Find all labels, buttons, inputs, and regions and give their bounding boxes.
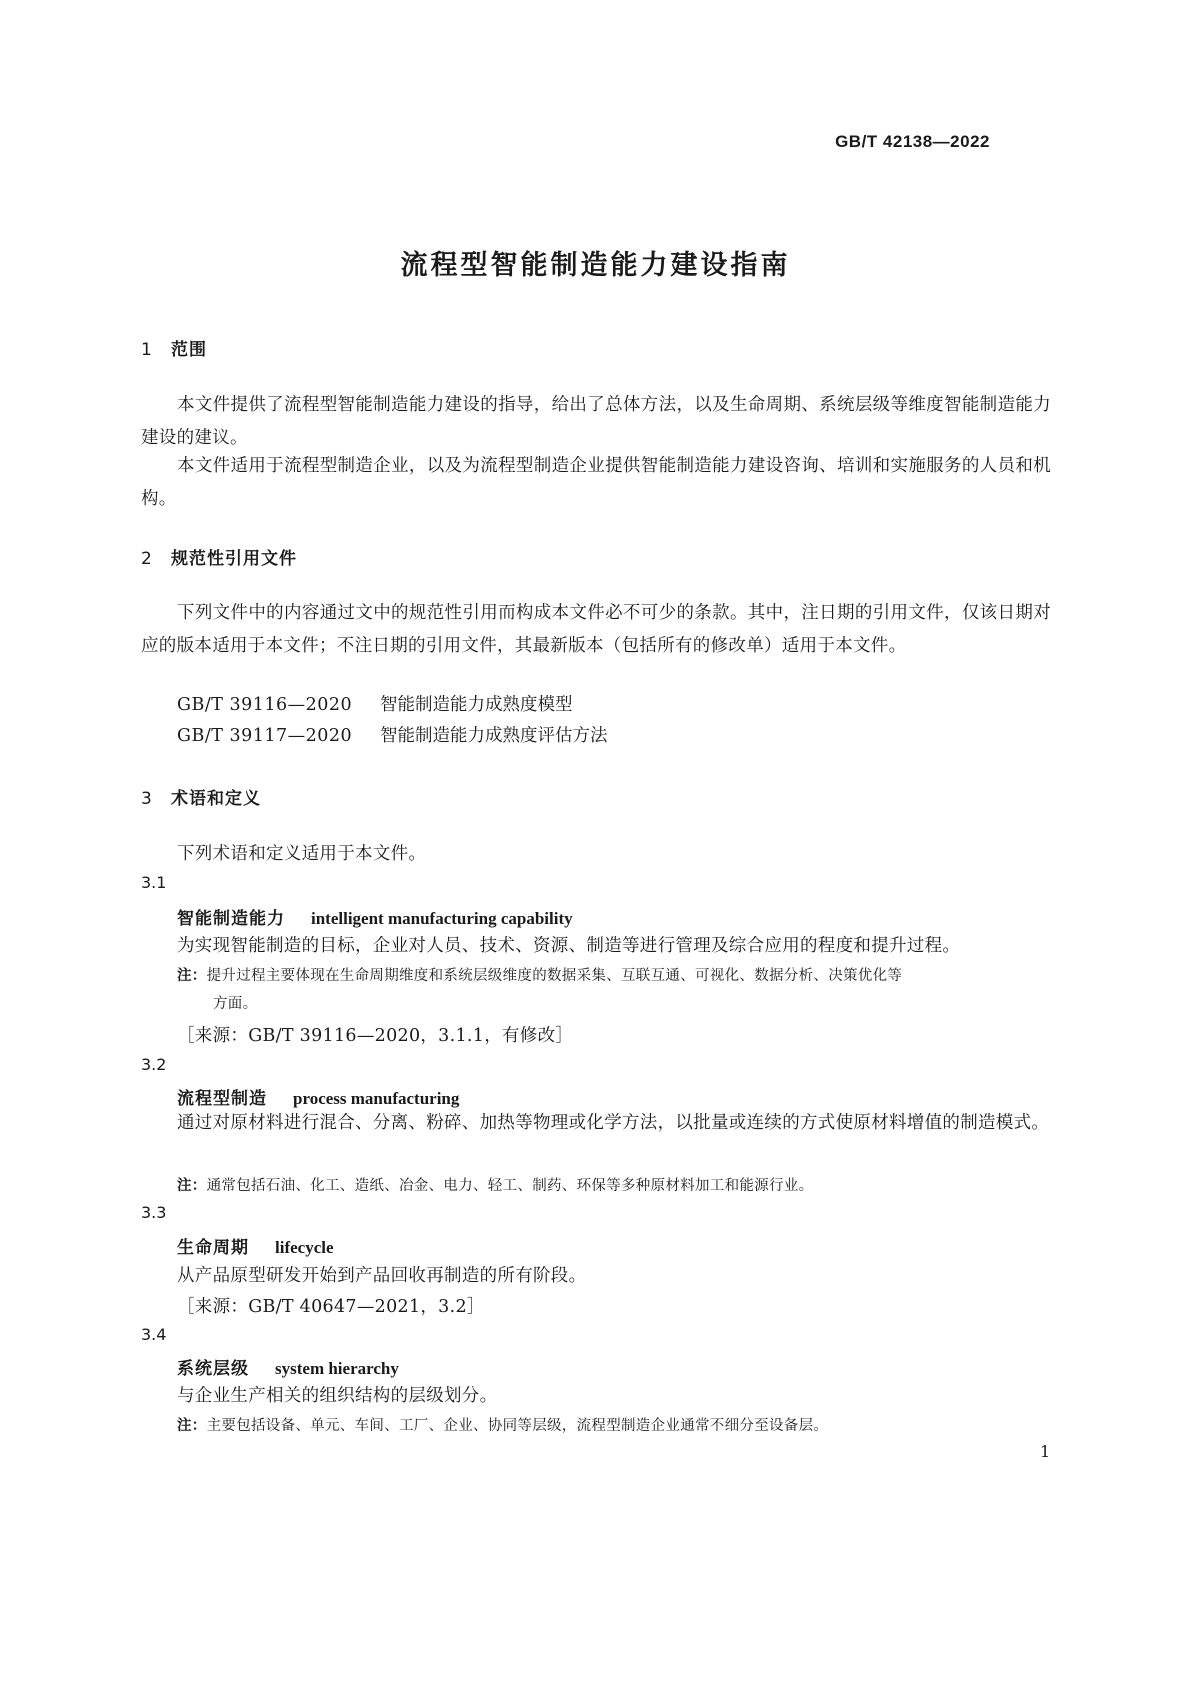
term-number: 3.1: [141, 873, 167, 892]
term-definition: 与企业生产相关的组织结构的层级划分。: [177, 1386, 498, 1406]
section-3-heading: [141, 784, 261, 809]
standard-code: GB/T 42138—2022: [835, 132, 990, 151]
term-name: [177, 904, 573, 929]
note-label: 注：: [177, 1178, 207, 1194]
reference-item: [177, 722, 608, 747]
term-name-zh: 系统层级: [177, 1359, 249, 1379]
term-definition: 通过对原材料进行混合、分离、粉碎、加热等物理或化学方法，以批量或连续的方式使原材料增值的制造模式。: [177, 1113, 1050, 1133]
section-3-intro: 下列术语和定义适用于本文件。: [177, 844, 427, 864]
term-name-en: process manufacturing: [293, 1089, 460, 1108]
note-text-continuation: 方面。: [213, 996, 258, 1012]
section-1-heading: [141, 335, 207, 360]
term-note: [177, 1412, 1051, 1440]
term-note: [177, 1172, 1051, 1200]
note-label: 注：: [177, 968, 207, 984]
document-title: 流程型智能制造能力建设指南: [400, 250, 791, 281]
note-label: 注：: [177, 1418, 207, 1434]
section-2-heading: [141, 544, 297, 569]
term-number: 3.2: [141, 1055, 167, 1074]
term-name-en: lifecycle: [275, 1238, 334, 1257]
term-source: ［来源：GB/T 39116—2020，3.1.1，有修改］: [177, 1026, 574, 1046]
note-text: 通常包括石油、化工、造纸、冶金、电力、轻工、制药、环保等多种原材料加工和能源行业。: [206, 1178, 814, 1194]
reference-code: GB/T 39117—2020: [177, 726, 353, 746]
term-name-zh: 生命周期: [177, 1238, 249, 1258]
section-number: 3: [141, 789, 152, 809]
term-definition: 从产品原型研发开始到产品回收再制造的所有阶段。: [177, 1266, 587, 1286]
section-2-paragraph: 下列文件中的内容通过文中的规范性引用而构成本文件必不可少的条款。其中，注日期的引用文件，仅该日期对应的版本适用于本文件；不注日期的引用文件，其最新版本（包括所有的修改单）适用于本文件。: [141, 603, 1051, 656]
term-name-zh: 流程型制造: [177, 1089, 267, 1109]
reference-item: [177, 691, 573, 716]
section-title: 术语和定义: [171, 789, 261, 809]
term-name-en: system hierarchy: [275, 1359, 399, 1378]
section-number: 2: [141, 549, 152, 569]
reference-title: 智能制造能力成熟度评估方法: [380, 726, 608, 746]
section-title: 范围: [171, 340, 207, 360]
term-number: 3.4: [141, 1325, 167, 1344]
page-number: 1: [1040, 1442, 1051, 1461]
term-name: [177, 1084, 459, 1109]
term-name: [177, 1233, 334, 1258]
section-title: 规范性引用文件: [171, 549, 297, 569]
term-note: [177, 962, 1051, 1018]
term-name: [177, 1354, 399, 1379]
section-1-paragraph-2: 本文件适用于流程型制造企业，以及为流程型制造企业提供智能制造能力建设咨询、培训和实施服务的人员和机构。: [141, 456, 1051, 509]
term-source: ［来源：GB/T 40647—2021，3.2］: [177, 1297, 485, 1317]
term-number: 3.3: [141, 1203, 167, 1222]
term-definition: 为实现智能制造的目标，企业对人员、技术、资源、制造等进行管理及综合应用的程度和提升过程。: [177, 936, 961, 956]
note-text: 提升过程主要体现在生命周期维度和系统层级维度的数据采集、互联互通、可视化、数据分析、决策优化等: [206, 968, 903, 984]
reference-title: 智能制造能力成熟度模型: [380, 695, 573, 715]
term-name-en: intelligent manufacturing capability: [311, 909, 573, 928]
term-name-zh: 智能制造能力: [177, 909, 285, 929]
section-1-paragraph-1: 本文件提供了流程型智能制造能力建设的指导，给出了总体方法，以及生命周期、系统层级等维度智能制造能力建设的建议。: [141, 395, 1051, 448]
section-number: 1: [141, 340, 152, 360]
reference-code: GB/T 39116—2020: [177, 695, 353, 715]
note-text: 主要包括设备、单元、车间、工厂、企业、协同等层级，流程型制造企业通常不细分至设备层。: [206, 1418, 829, 1434]
